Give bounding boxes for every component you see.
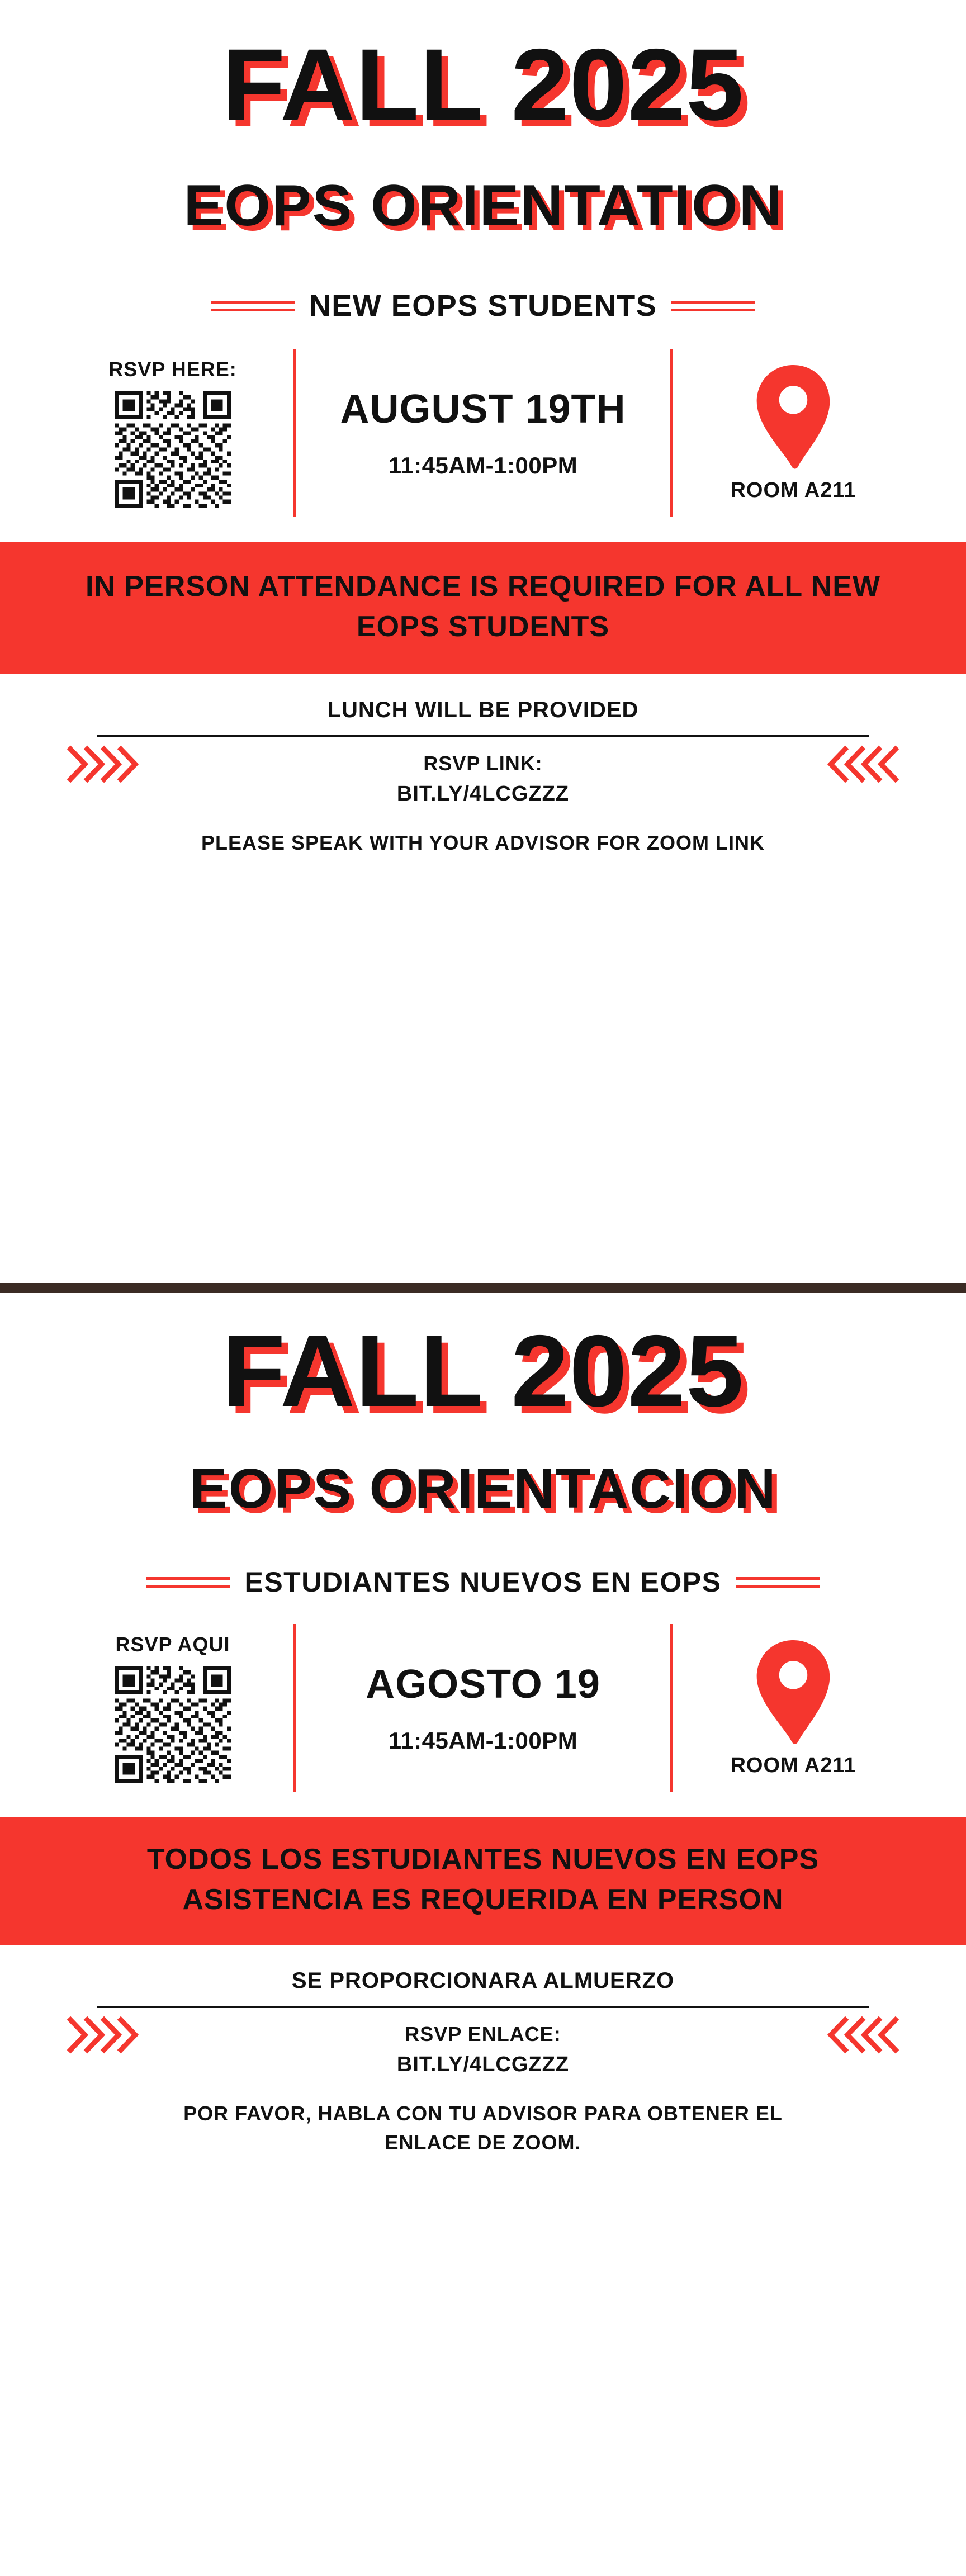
closing-note-en: PLEASE SPEAK WITH YOUR ADVISOR FOR ZOOM LINK <box>201 831 765 854</box>
chevron-right-icon-es <box>827 2013 900 2057</box>
attendance-banner-en <box>0 542 966 674</box>
rsvp-here-label-es: RSVP AQUI <box>115 1633 230 1656</box>
audience-row-es <box>0 1566 966 1598</box>
rsvp-link-label-en: RSVP LINK: <box>423 751 543 775</box>
flyer-separator <box>0 1283 966 1293</box>
map-pin-icon-es <box>751 1639 835 1745</box>
qr-column-en <box>53 358 293 508</box>
date-column-en <box>296 386 670 479</box>
audience-label-es: ESTUDIANTES NUEVOS EN EOPS <box>244 1566 722 1598</box>
audience-row-en <box>0 288 966 323</box>
info-strip-en <box>0 349 966 517</box>
location-column-en <box>673 363 913 503</box>
date-column-es <box>296 1661 670 1754</box>
attendance-banner-text-en: IN PERSON ATTENDANCE IS REQUIRED FOR ALL NEW EOPS STUDENTS <box>85 570 881 643</box>
title-block-es <box>0 1314 966 1428</box>
attendance-banner-text-es: TODOS LOS ESTUDIANTES NUEVOS EN EOPS ASISTENCIA ES REQUERIDA EN PERSON <box>146 1843 820 1916</box>
event-date-en: AUGUST 19TH <box>340 387 626 432</box>
chevron-right-icon-en <box>827 742 900 786</box>
subtitle-block-en <box>0 135 966 238</box>
room-label-es: ROOM A211 <box>730 1753 856 1777</box>
lunch-note-en: LUNCH WILL BE PROVIDED <box>327 697 639 722</box>
title-block-en <box>0 27 966 141</box>
qr-code-icon-en[interactable] <box>115 391 231 508</box>
page-subtitle-en: EOPS ORIENTATION <box>183 173 783 238</box>
room-label-en: ROOM A211 <box>730 478 856 502</box>
page-title-en: FALL 2025 <box>221 27 745 141</box>
info-strip-es <box>0 1624 966 1792</box>
chevron-left-icon-en <box>66 742 139 786</box>
chevron-left-icon-es <box>66 2013 139 2057</box>
page-subtitle-es: EOPS ORIENTACION <box>189 1457 777 1520</box>
rsvp-link-en[interactable]: BIT.LY/4LCGZZZ <box>396 782 570 806</box>
event-time-es: 11:45AM-1:00PM <box>388 1727 578 1754</box>
footer-es <box>0 1945 966 2157</box>
event-date-es: AGOSTO 19 <box>366 1662 600 1707</box>
footer-en <box>0 674 966 858</box>
subtitle-block-es <box>0 1422 966 1520</box>
event-time-en: 11:45AM-1:00PM <box>388 452 578 479</box>
qr-code-icon-es[interactable] <box>115 1666 231 1783</box>
qr-column-es <box>53 1633 293 1783</box>
audience-label-en: NEW EOPS STUDENTS <box>309 289 657 323</box>
rule-left-en <box>211 301 295 311</box>
rule-right-en <box>671 301 755 311</box>
flyer-spanish <box>0 1293 966 2576</box>
rsvp-here-label-en: RSVP HERE: <box>108 358 237 381</box>
lunch-note-es: SE PROPORCIONARA ALMUERZO <box>291 1968 675 1993</box>
page-title-es: FALL 2025 <box>221 1314 745 1428</box>
footer-divider-es <box>97 2006 869 2008</box>
closing-note-es: POR FAVOR, HABLA CON TU ADVISOR PARA OBTENER EL ENLACE DE ZOOM. <box>183 2101 783 2154</box>
rule-left-es <box>146 1577 230 1588</box>
flyer-english <box>0 0 966 1283</box>
footer-divider-en <box>97 735 869 737</box>
attendance-banner-es <box>0 1817 966 1945</box>
rule-right-es <box>736 1577 820 1588</box>
location-column-es <box>673 1639 913 1778</box>
rsvp-link-label-es: RSVP ENLACE: <box>405 2022 561 2045</box>
map-pin-icon-en <box>751 363 835 470</box>
rsvp-link-es[interactable]: BIT.LY/4LCGZZZ <box>396 2052 570 2076</box>
